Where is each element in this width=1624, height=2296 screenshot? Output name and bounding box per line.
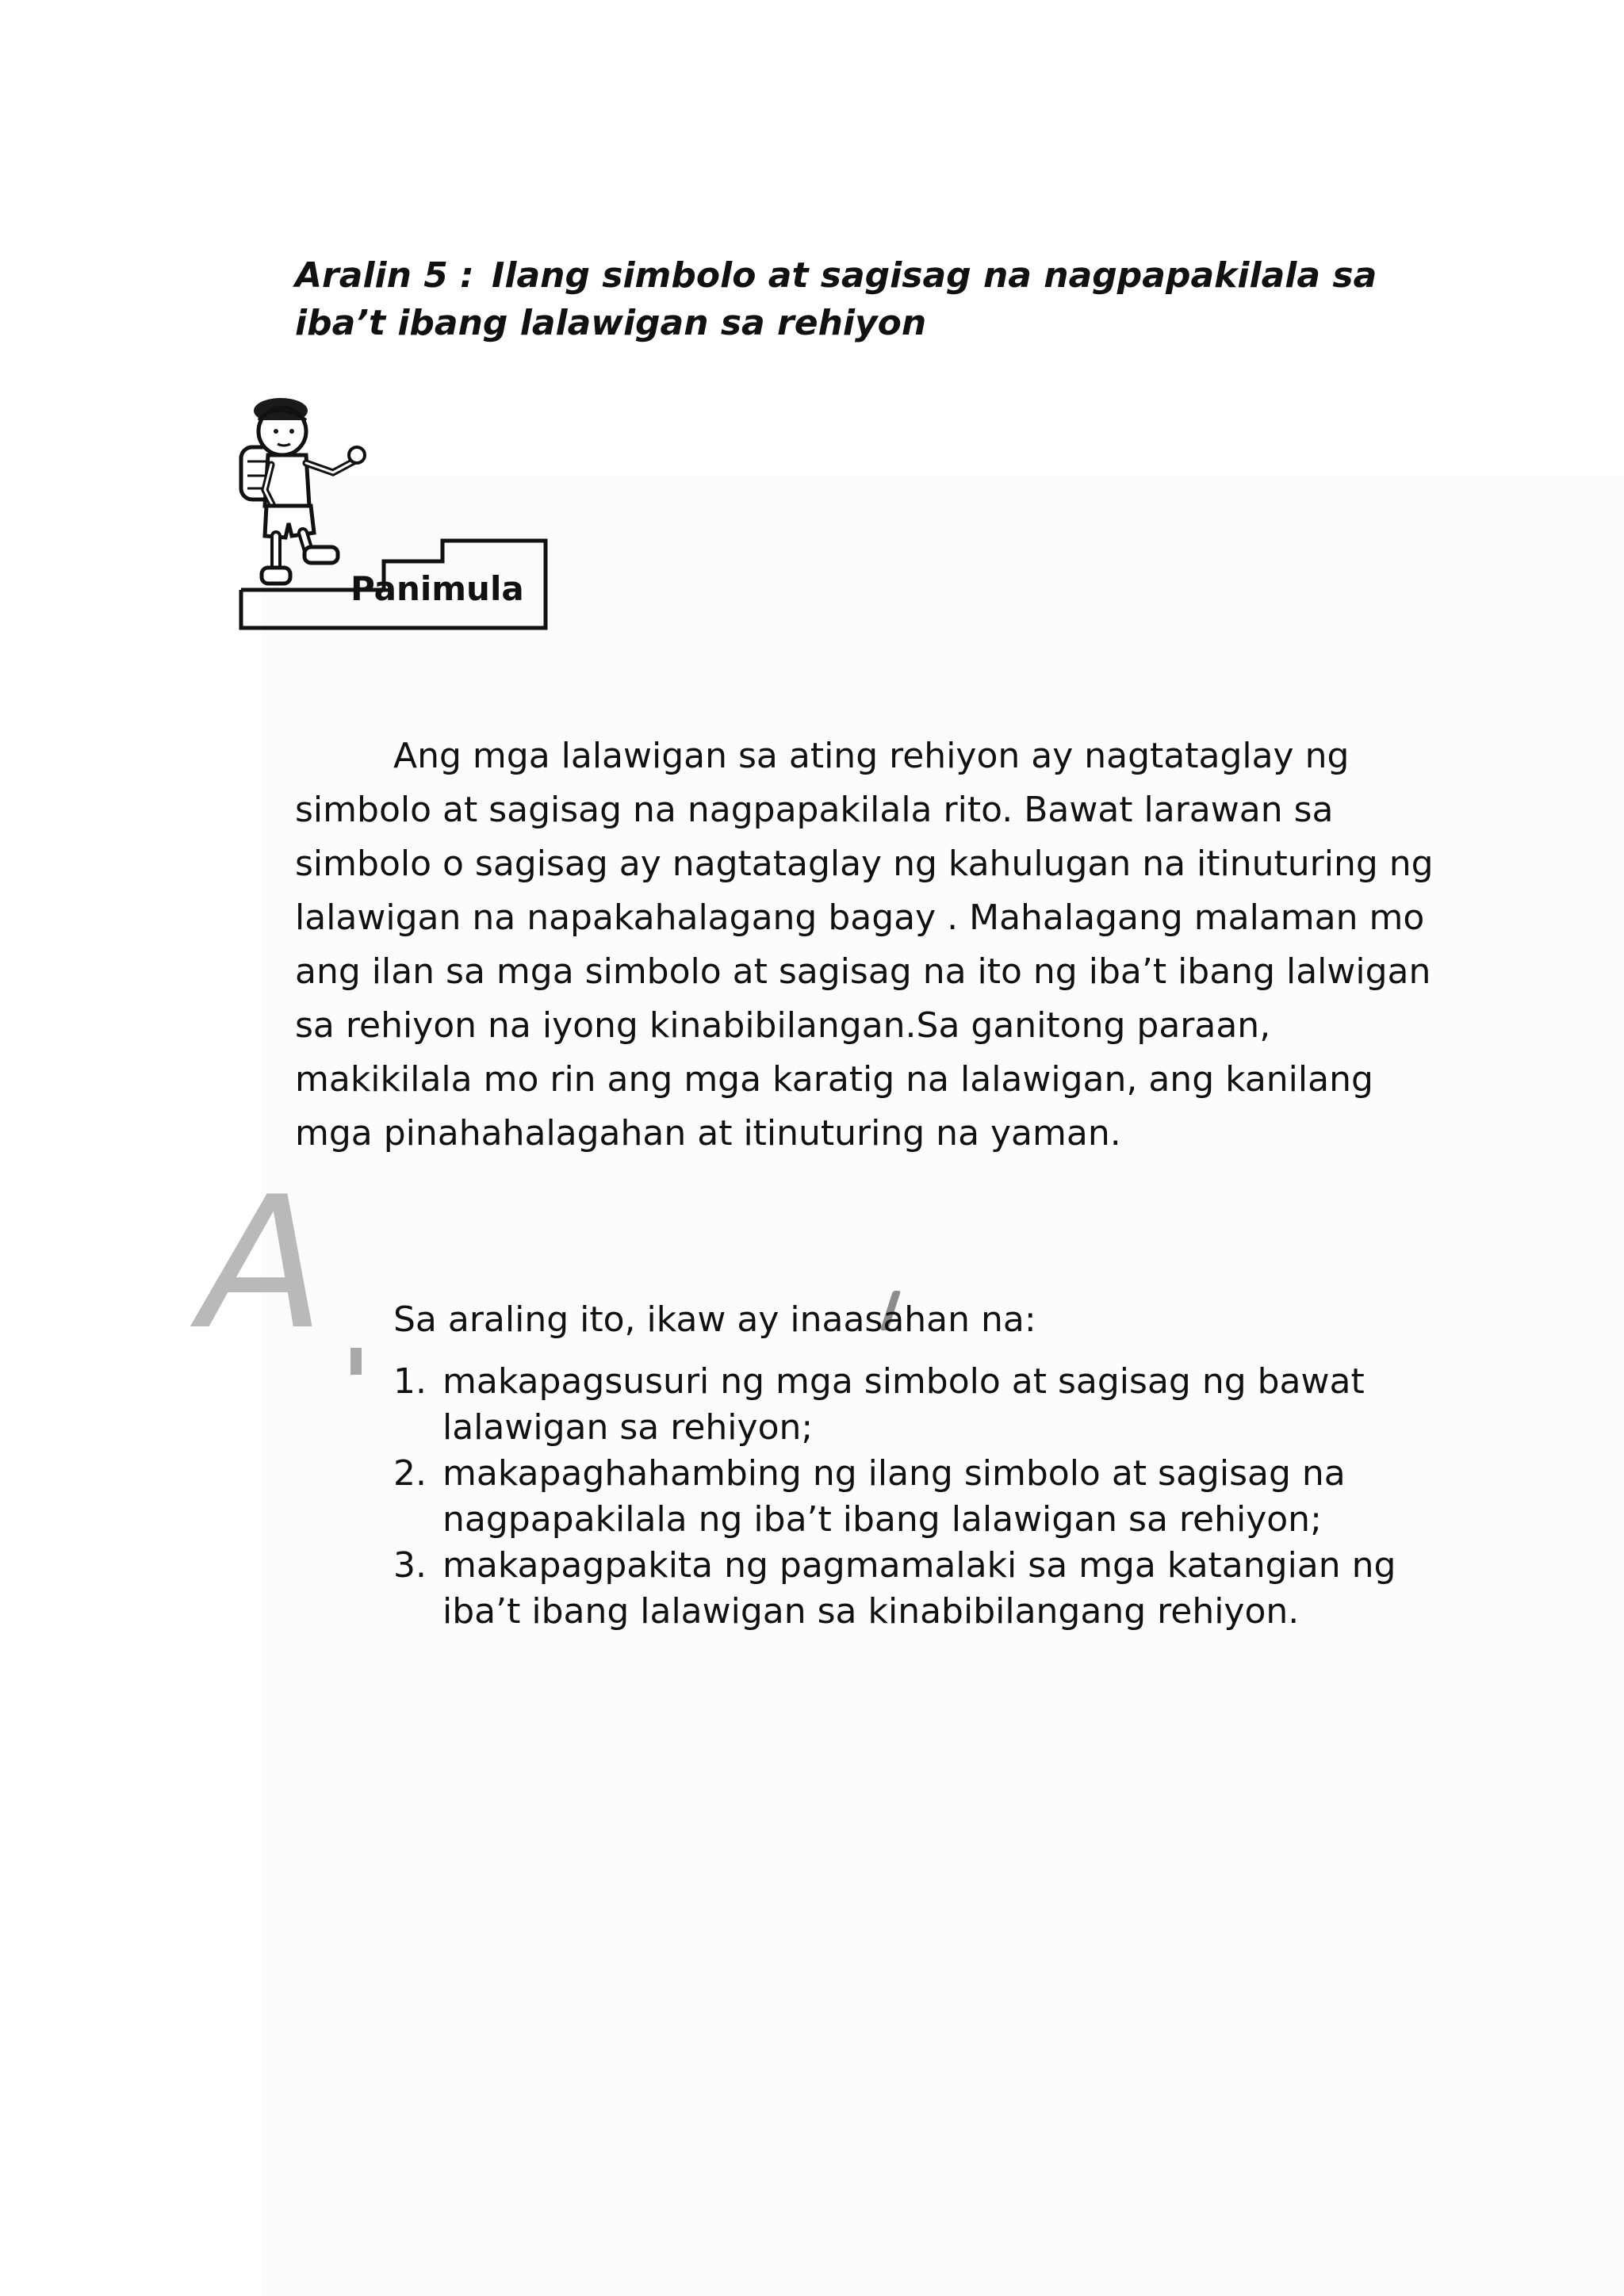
panimula-section-header <box>230 396 563 638</box>
lesson-number: Aralin 5 : <box>295 255 474 296</box>
list-item-number: 3. <box>393 1545 427 1586</box>
intro-paragraph: Ang mga lalawigan sa ating rehiyon ay nagtataglay ng simbolo at sagisag na nagpapakilala rito. Bawat larawan sa simbolo o sagisag ay nagtataglay ng kahulugan na itinuturing ng lalawigan na napakahalagang bagay . Mahalagang malaman mo ang ilan sa mga simbolo at sagisag na ito ng iba’t ibang lalwigan sa rehiyon na iyong kinabibilangan.Sa ganitong paraan, makikilala mo rin ang mga karatig na lalawigan, ang kanilang mga pinahahalagahan at itinuturing na yaman. <box>295 736 1434 1154</box>
watermark-mark <box>350 1348 362 1375</box>
section-label: Panimula <box>350 569 524 608</box>
watermark-letter: A <box>200 1158 325 1370</box>
lesson-title <box>295 252 1405 347</box>
list-item <box>393 1359 1448 1451</box>
objectives-list <box>393 1359 1448 1635</box>
list-item <box>393 1543 1448 1635</box>
list-item-text: makapagsusuri ng mga simbolo at sagisag ng bawat lalawigan sa rehiyon; <box>442 1361 1365 1448</box>
objectives-intro: Sa araling ito, ikaw ay inaasahan na: <box>393 1299 1036 1340</box>
list-item-number: 2. <box>393 1453 427 1494</box>
list-item-text: makapagpakita ng pagmamalaki sa mga katangian ng iba’t ibang lalawigan sa kinabibilangang rehiyon. <box>442 1545 1396 1632</box>
list-item-number: 1. <box>393 1361 427 1402</box>
list-item-text: makapaghahambing ng ilang simbolo at sagisag na nagpapakilala ng iba’t ibang lalawigan sa rehiyon; <box>442 1453 1346 1540</box>
lesson-title-text: Ilang simbolo at sagisag na nagpapakilala sa iba’t ibang lalawigan sa rehiyon <box>295 255 1377 343</box>
list-item <box>393 1451 1448 1543</box>
